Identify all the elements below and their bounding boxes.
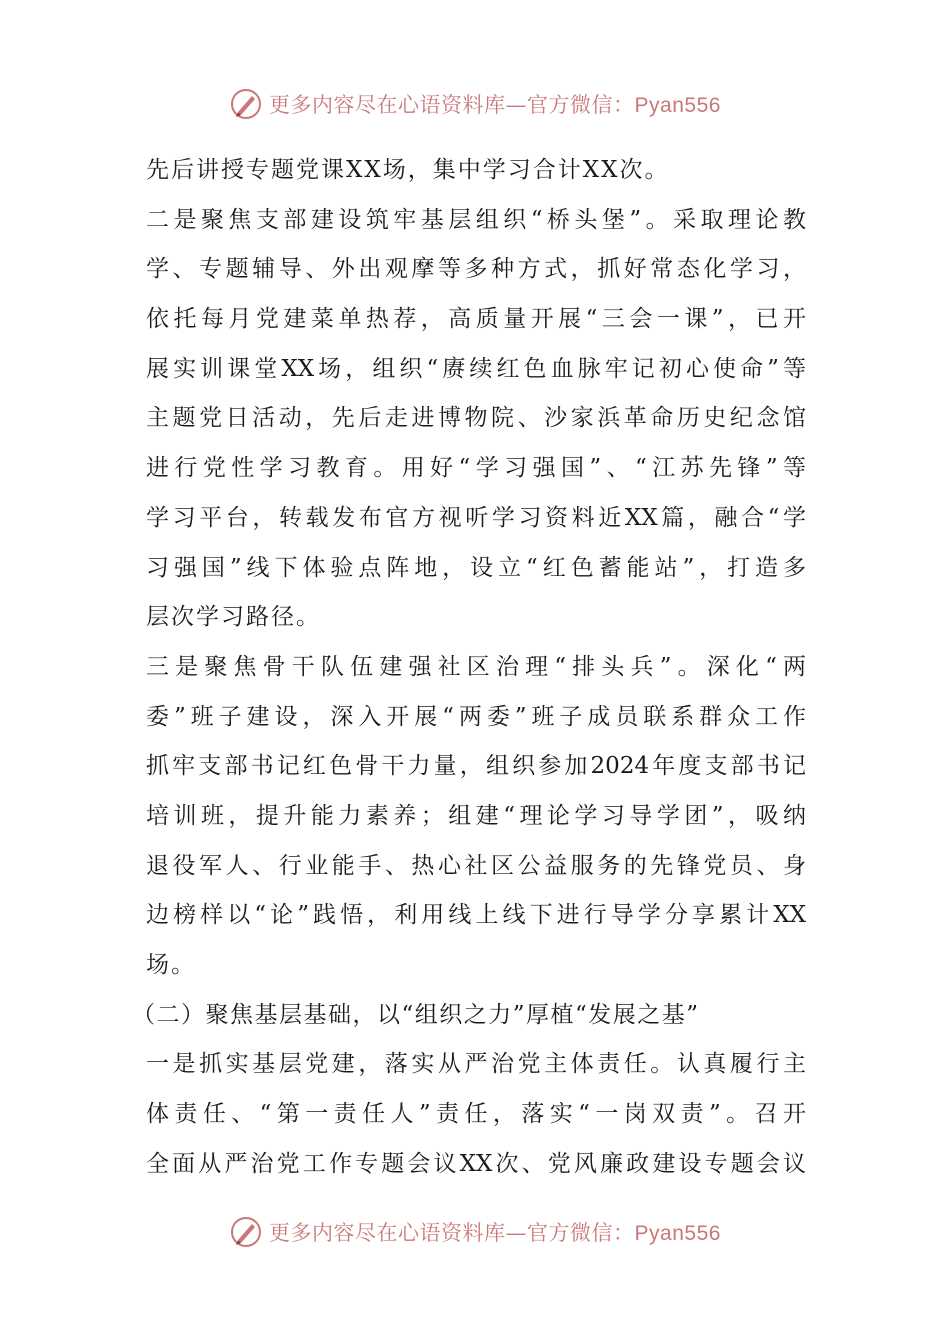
text-line: 二是聚焦支部建设筑牢基层组织“桥头堡”。采取理论教 <box>146 206 806 233</box>
text-line: 退役军人、行业能手、热心社区公益服务的先锋党员、身 <box>146 852 806 879</box>
watermark-footer <box>0 1212 950 1252</box>
watermark-header <box>0 84 950 124</box>
watermark-text: 更多内容尽在心语资料库—官方微信：Pyan556 <box>269 1221 721 1245</box>
text-line: 学习平台，转载发布官方视听学习资料近XX篇，融合“学 <box>146 504 806 531</box>
text-line: 场。 <box>146 952 196 978</box>
text-line: 体责任、“第一责任人”责任，落实“一岗双责”。召开 <box>146 1101 806 1128</box>
text-line: 边榜样以“论”践悟，利用线上线下进行导学分享累计XX <box>146 902 806 929</box>
text-line: 层次学习路径。 <box>146 604 321 631</box>
text-line: 培训班，提升能力素养；组建“理论学习导学团”，吸纳 <box>146 802 806 829</box>
text-line: 一是抓实基层党建，落实从严治党主体责任。认真履行主 <box>146 1051 806 1078</box>
text-line: 展实训课堂XX场，组织“赓续红色血脉牢记初心使命”等 <box>146 355 806 382</box>
text-line: 三是聚焦骨干队伍建强社区治理“排头兵”。深化“两 <box>146 653 806 680</box>
text-line: 抓牢支部书记红色骨干力量，组织参加2024年度支部书记 <box>146 753 806 780</box>
text-line: 委”班子建设，深入开展“两委”班子成员联系群众工作 <box>146 703 806 730</box>
text-line: 先后讲授专题党课XX场，集中学习合计XX次。 <box>146 157 670 183</box>
pen-logo-icon <box>229 1215 263 1249</box>
text-line: 主题党日活动，先后走进博物院、沙家浜革命历史纪念馆 <box>146 405 806 432</box>
pen-logo-icon <box>229 87 263 121</box>
watermark-text: 更多内容尽在心语资料库—官方微信：Pyan556 <box>269 93 721 117</box>
text-line: 习强国”线下体验点阵地，设立“红色蓄能站”，打造多 <box>146 554 806 581</box>
text-line: 依托每月党建菜单热荐，高质量开展“三会一课”，已开 <box>146 306 806 333</box>
text-line: 学、专题辅导、外出观摩等多种方式，抓好常态化学习， <box>146 256 806 283</box>
text-line: 进行党性学习教育。用好“学习强国”、“江苏先锋”等 <box>146 455 806 482</box>
text-line: 全面从严治党工作专题会议XX次、党风廉政建设专题会议 <box>146 1150 806 1177</box>
section-heading: （二）聚焦基层基础，以“组织之力”厚植“发展之基” <box>132 1001 700 1028</box>
document-body <box>132 146 806 1189</box>
